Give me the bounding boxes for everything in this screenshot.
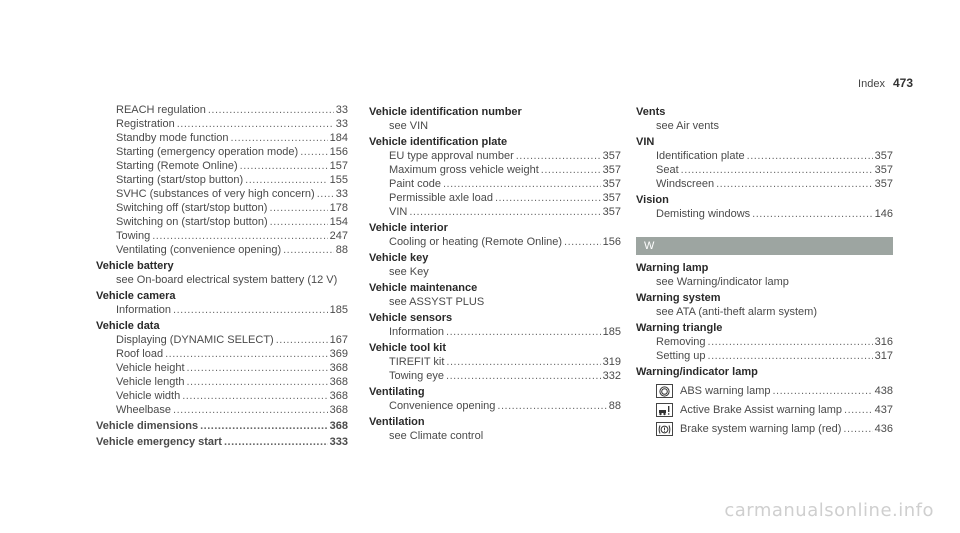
entry-label: Identification plate [656,150,745,162]
dot-leader [245,173,327,187]
dot-leader [317,187,334,201]
dot-leader [224,435,328,449]
index-heading[interactable]: Warning lamp [636,262,709,274]
entry-page-number: 155 [329,174,348,186]
index-entry[interactable] [96,215,348,229]
index-heading[interactable]: VIN [636,136,655,148]
index-entry[interactable] [369,369,621,383]
cross-reference[interactable]: see Warning/indicator lamp [656,276,789,288]
entry-page-number: 156 [329,146,348,158]
index-entry[interactable] [369,163,621,177]
dot-leader [276,333,328,347]
dot-leader [409,205,600,219]
index-entry[interactable] [96,117,348,131]
entry-page-number: 357 [602,150,621,162]
entry-page-number: 368 [329,390,348,402]
dot-leader [187,361,328,375]
dot-leader [300,145,327,159]
index-entry[interactable] [369,235,621,249]
brake-system-warning-icon [656,422,673,436]
entry-page-number: 357 [602,206,621,218]
entry-page-number: 33 [335,104,348,116]
index-column-2 [369,103,621,443]
brake-assist-warning-icon [656,403,673,417]
index-entry[interactable] [636,349,893,363]
dot-leader [283,243,334,257]
cross-reference[interactable]: see Climate control [389,430,484,442]
entry-label: Towing eye [389,370,445,382]
index-entry[interactable] [369,177,621,191]
index-heading[interactable] [96,419,348,433]
dot-leader [495,191,601,205]
entry-page-number: 317 [874,350,893,362]
entry-label: Cooling or heating (Remote Online) [389,236,563,248]
entry-label: Windscreen [656,178,715,190]
cross-reference[interactable]: see ATA (anti-theft alarm system) [656,306,817,318]
dot-leader [716,177,873,191]
index-entry[interactable] [96,145,348,159]
index-heading[interactable]: Vents [636,106,666,118]
index-entry[interactable] [96,201,348,215]
dot-leader [844,403,873,417]
index-entry[interactable] [636,403,893,417]
entry-label: Removing [656,336,706,348]
entry-label: VIN [389,206,408,218]
entry-page-number: 156 [602,236,621,248]
dot-leader [187,375,328,389]
index-entry[interactable] [636,335,893,349]
index-heading[interactable]: Vehicle identification plate [369,136,508,148]
entry-label: Towing [116,230,151,242]
cross-reference[interactable]: see Air vents [656,120,719,132]
entry-label: Information [389,326,445,338]
entry-label: Switching off (start/stop button) [116,202,268,214]
dot-leader [843,422,872,436]
index-heading[interactable] [96,435,348,449]
entry-page-number: 368 [329,376,348,388]
index-entry[interactable] [96,361,348,375]
entry-page-number: 33 [335,188,348,200]
index-column-3 [636,103,893,441]
index-entry[interactable] [96,229,348,243]
dot-leader [177,117,334,131]
entry-page-number: 357 [874,178,893,190]
dot-leader [516,149,601,163]
dot-leader [208,103,334,117]
entry-label: Information [116,304,172,316]
entry-label: Vehicle height [116,362,185,374]
dot-leader [270,215,328,229]
entry-label: Setting up [656,350,706,362]
dot-leader [752,207,872,221]
section-title: Index [858,78,885,90]
entry-label: Starting (emergency operation mode) [116,146,299,158]
index-heading[interactable]: Warning/indicator lamp [636,366,758,378]
entry-label: REACH regulation [116,104,206,116]
dot-leader [708,349,873,363]
entry-label: SVHC (substances of very high concern) [116,188,315,200]
entry-page-number: 146 [874,208,893,220]
letter-section-bar: W [636,237,893,255]
index-entry[interactable] [369,399,621,413]
entry-page-number: 178 [329,202,348,214]
dot-leader [747,149,873,163]
cross-reference[interactable]: see On-board electrical system battery (12 V) [116,274,338,286]
index-entry[interactable] [636,163,893,177]
index-entry[interactable] [369,325,621,339]
index-entry[interactable] [636,177,893,191]
entry-page-number: 437 [874,404,893,416]
dot-leader [152,229,327,243]
entry-page-number: 436 [874,423,893,435]
entry-page-number: 332 [602,370,621,382]
entry-label: Vehicle dimensions [96,420,199,432]
index-heading[interactable]: Vehicle interior [369,222,448,234]
page-number: 473 [892,76,913,90]
entry-page-number: 185 [602,326,621,338]
entry-label: Vehicle length [116,376,185,388]
entry-page-number: 438 [874,385,893,397]
index-heading[interactable]: Warning system [636,292,721,304]
entry-label: Seat [656,164,679,176]
watermark: carmanualsonline.info [724,500,934,521]
dot-leader [240,159,328,173]
page-header [858,76,913,90]
entry-page-number: 184 [329,132,348,144]
icon-entry-list [636,384,893,436]
index-heading[interactable]: Vision [636,194,669,206]
dot-leader [173,303,328,317]
index-entry[interactable] [369,355,621,369]
index-column-1 [96,103,348,449]
entry-label: Registration [116,118,175,130]
index-heading[interactable]: Ventilating [369,386,425,398]
dot-leader [165,347,328,361]
entry-page-number: 154 [329,216,348,228]
entry-page-number: 247 [329,230,348,242]
index-heading[interactable]: Vehicle sensors [369,312,453,324]
index-entry[interactable] [96,389,348,403]
entry-page-number: 357 [602,178,621,190]
entry-page-number: 316 [874,336,893,348]
dot-leader [182,389,327,403]
index-heading[interactable]: Vehicle key [369,252,429,264]
entry-page-number: 333 [329,436,348,448]
dot-leader [708,335,873,349]
index-entry[interactable] [96,403,348,417]
entry-page-number: 88 [608,400,621,412]
entry-label: Wheelbase [116,404,172,416]
index-heading[interactable]: Vehicle tool kit [369,342,447,354]
entry-page-number: 369 [329,348,348,360]
dot-leader [269,201,327,215]
index-entry[interactable] [96,243,348,257]
dot-leader [564,235,601,249]
entry-page-number: 88 [335,244,348,256]
index-entry[interactable] [96,173,348,187]
entry-label: Starting (start/stop button) [116,174,244,186]
dot-leader [231,131,328,145]
entry-label: Convenience opening [389,400,496,412]
index-entry[interactable] [96,187,348,201]
entry-page-number: 357 [874,164,893,176]
entry-page-number: 368 [329,420,348,432]
index-entry[interactable] [369,205,621,219]
entry-label: Active Brake Assist warning lamp [680,404,843,416]
index-entry[interactable] [369,191,621,205]
index-entry[interactable] [96,375,348,389]
cross-reference[interactable]: see ASSYST PLUS [389,296,485,308]
index-column-3-bottom [636,261,893,379]
entry-label: EU type approval number [389,150,514,162]
index-entry[interactable] [96,131,348,145]
cross-reference[interactable]: see Key [389,266,429,278]
index-entry[interactable] [96,159,348,173]
entry-label: Demisting windows [656,208,751,220]
dot-leader [773,384,873,398]
entry-label: Vehicle emergency start [96,436,222,448]
entry-page-number: 319 [602,356,621,368]
dot-leader [446,369,601,383]
index-entry[interactable] [96,347,348,361]
entry-label: Roof load [116,348,164,360]
entry-label: TIREFIT kit [389,356,445,368]
entry-label: Maximum gross vehicle weight [389,164,539,176]
entry-label: Standby mode function [116,132,229,144]
index-heading[interactable]: Vehicle camera [96,290,176,302]
dot-leader [200,419,328,433]
entry-page-number: 185 [329,304,348,316]
entry-label: Permissible axle load [389,192,493,204]
entry-page-number: 167 [329,334,348,346]
entry-label: Displaying (DYNAMIC SELECT) [116,334,274,346]
entry-label: Paint code [389,178,441,190]
index-entry[interactable] [636,384,893,398]
dot-leader [497,399,606,413]
cross-reference[interactable]: see VIN [389,120,429,132]
entry-label: Starting (Remote Online) [116,160,238,172]
entry-page-number: 33 [335,118,348,130]
entry-page-number: 368 [329,362,348,374]
index-entry[interactable] [636,207,893,221]
abs-warning-icon [656,384,673,398]
entry-label: Switching on (start/stop button) [116,216,268,228]
dot-leader [446,325,601,339]
entry-label: Vehicle width [116,390,181,402]
entry-page-number: 357 [602,192,621,204]
index-entry[interactable] [636,422,893,436]
index-heading[interactable]: Ventilation [369,416,425,428]
dot-leader [173,403,328,417]
entry-label: ABS warning lamp [680,385,771,397]
entry-label: Brake system warning lamp (red) [680,423,842,435]
index-heading[interactable]: Vehicle maintenance [369,282,478,294]
dot-leader [681,163,873,177]
index-heading[interactable]: Vehicle identification number [369,106,522,118]
index-entry[interactable] [96,303,348,317]
entry-page-number: 357 [602,164,621,176]
entry-page-number: 368 [329,404,348,416]
entry-label: Ventilating (convenience opening) [116,244,282,256]
index-entry[interactable] [636,149,893,163]
index-heading[interactable]: Warning triangle [636,322,723,334]
dot-leader [443,177,601,191]
index-entry[interactable] [369,149,621,163]
index-heading[interactable]: Vehicle data [96,320,160,332]
dot-leader [541,163,601,177]
entry-page-number: 157 [329,160,348,172]
index-entry[interactable] [96,103,348,117]
entry-page-number: 357 [874,150,893,162]
index-entry[interactable] [96,333,348,347]
index-column-3-top [636,105,893,221]
index-heading[interactable]: Vehicle battery [96,260,174,272]
dot-leader [446,355,600,369]
